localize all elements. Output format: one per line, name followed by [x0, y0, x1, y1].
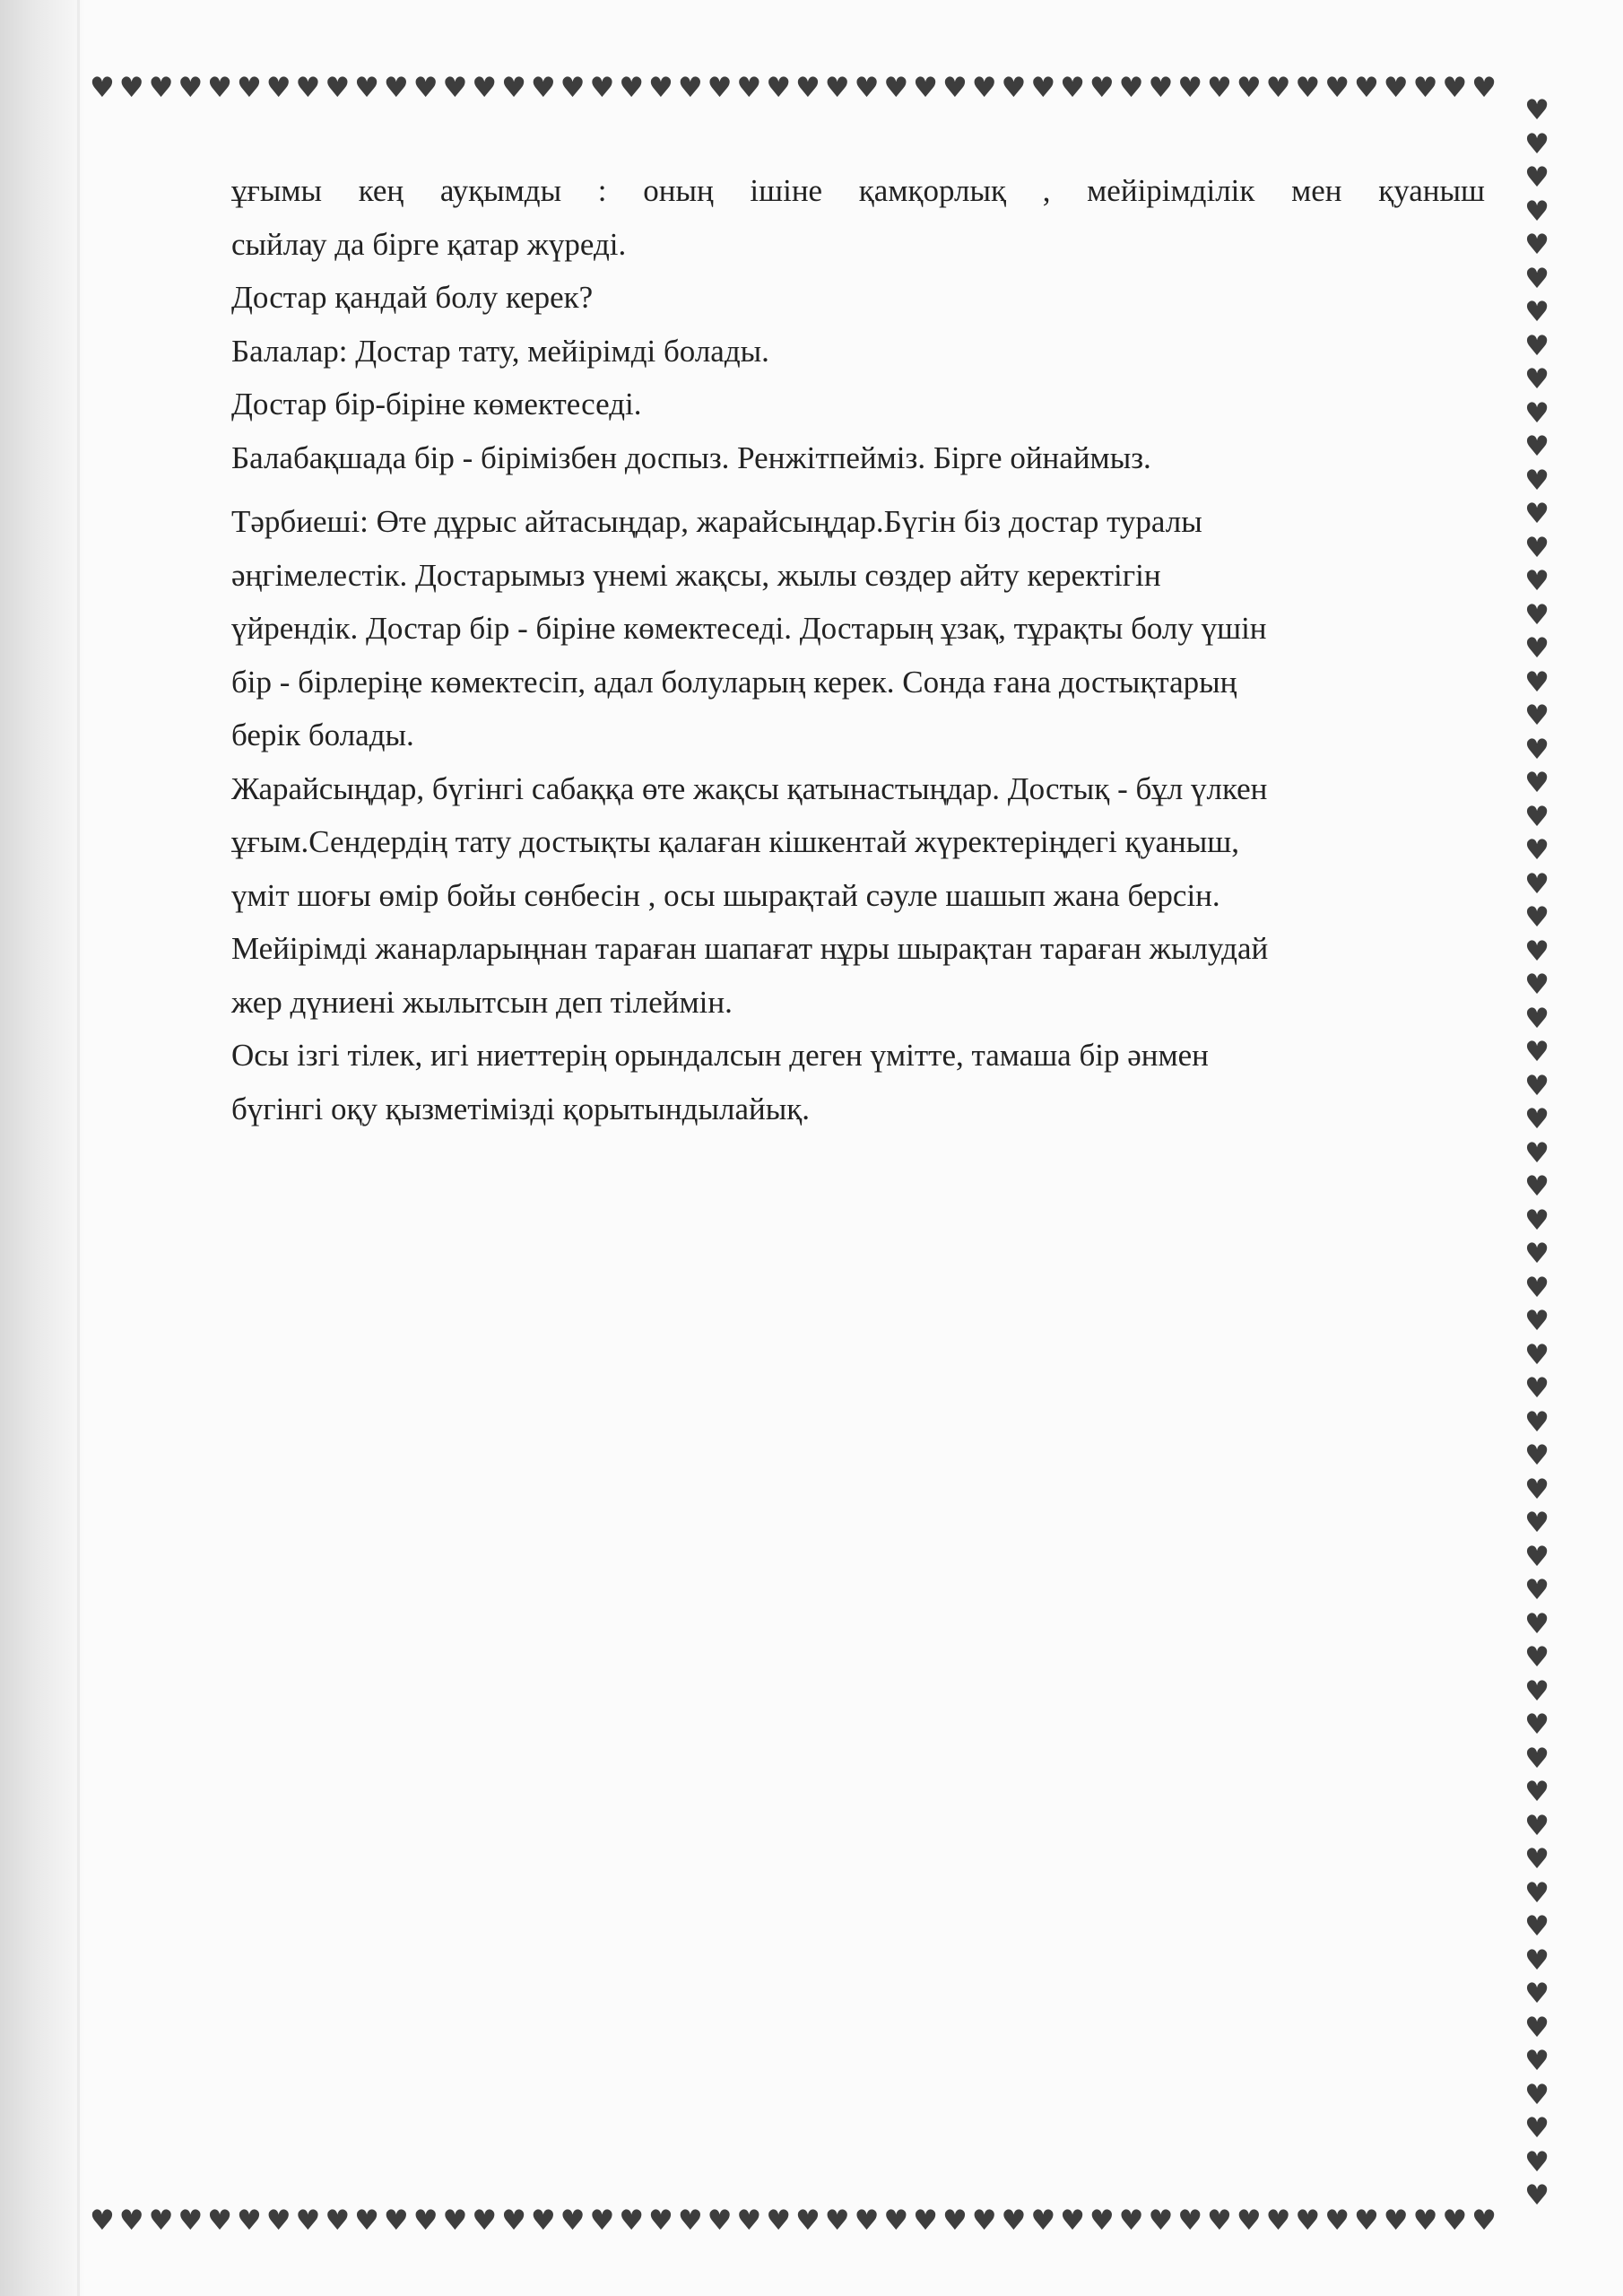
text-line: бір - бірлеріңе көмектесіп, адал болуларың керек. Сонда ғана достықтарың: [231, 664, 1237, 700]
ornament-border-top: ♥♥♥♥♥♥♥♥♥♥♥♥♥♥♥♥♥♥♥♥♥♥♥♥♥♥♥♥♥♥♥♥♥♥♥♥♥♥♥♥♥♥♥♥♥♥♥♥: [90, 72, 1501, 104]
text-line: Жарайсыңдар, бүгінгі сабаққа өте жақсы қатынастыңдар. Достық - бұл үлкен: [231, 770, 1268, 806]
text-line: Тәрбиеші: Өте дұрыс айтасыңдар, жарайсыңдар.Бүгін біз достар туралы: [231, 504, 1202, 539]
text-line: ұғым.Сендердің тату достықты қалаған кішкентай жүректеріңдегі қуаныш,: [231, 824, 1239, 859]
text-line: ұғымы кең ауқымды : оның ішіне қамқорлық , мейірімділік мен қуаныш: [231, 173, 1485, 208]
text-line: Мейірімді жанарларыңнан тараған шапағат нұры шырақтан тараған жылудай: [231, 931, 1269, 966]
text-line: сыйлау да бірге қатар жүреді.: [231, 226, 627, 262]
answer-line: Балабақшада бір - бірімізбен доспыз. Ренжітпейміз. Бірге ойнаймыз.: [231, 439, 1151, 475]
document-body: [231, 164, 1505, 1135]
ornament-border-bottom: ♥♥♥♥♥♥♥♥♥♥♥♥♥♥♥♥♥♥♥♥♥♥♥♥♥♥♥♥♥♥♥♥♥♥♥♥♥♥♥♥♥♥♥♥♥♥♥♥: [90, 2205, 1501, 2237]
text-line: бүгінгі оқу қызметімізді қорытындылайық.: [231, 1091, 810, 1126]
text-line: жер дүниені жылытсын деп тілеймін.: [231, 984, 733, 1020]
text-line: Осы ізгі тілек, игі ниеттерің орындалсын деген үмітте, тамаша бір әнмен: [231, 1038, 1209, 1073]
answer-line: Балалар: Достар тату, мейірімді болады.: [231, 333, 769, 369]
text-line: әңгімелестік. Достарымыз үнемі жақсы, жылы сөздер айту керектігін: [231, 557, 1161, 593]
text-line: үміт шоғы өмір бойы сөнбесін , осы шырақтай сәуле шашып жана берсін.: [231, 877, 1220, 913]
text-line: үйрендік. Достар бір - біріне көмектеседі. Достарың ұзақ, тұрақты болу үшін: [231, 611, 1267, 646]
page-left-shadow: [0, 0, 85, 2296]
answer-line: Достар бір-біріне көмектеседі.: [231, 387, 642, 422]
ornament-border-right: ♥ ♥ ♥ ♥ ♥ ♥ ♥ ♥ ♥ ♥ ♥ ♥ ♥ ♥ ♥ ♥ ♥ ♥ ♥ ♥ ♥ ♥ ♥ ♥ ♥ ♥ ♥ ♥ ♥ ♥ ♥ ♥ ♥ ♥ ♥ ♥ ♥ ♥ ♥ ♥ ♥ ♥ ♥ ♥ ♥ ♥ ♥ ♥ ♥ ♥ ♥ ♥ ♥ ♥ ♥ ♥ ♥ ♥ ♥ ♥ ♥ ♥ ♥: [1524, 94, 1549, 2212]
question-line: Достар қандай болу керек?: [231, 280, 594, 315]
text-line: берік болады.: [231, 718, 414, 752]
page-left-edge: [77, 0, 80, 2296]
